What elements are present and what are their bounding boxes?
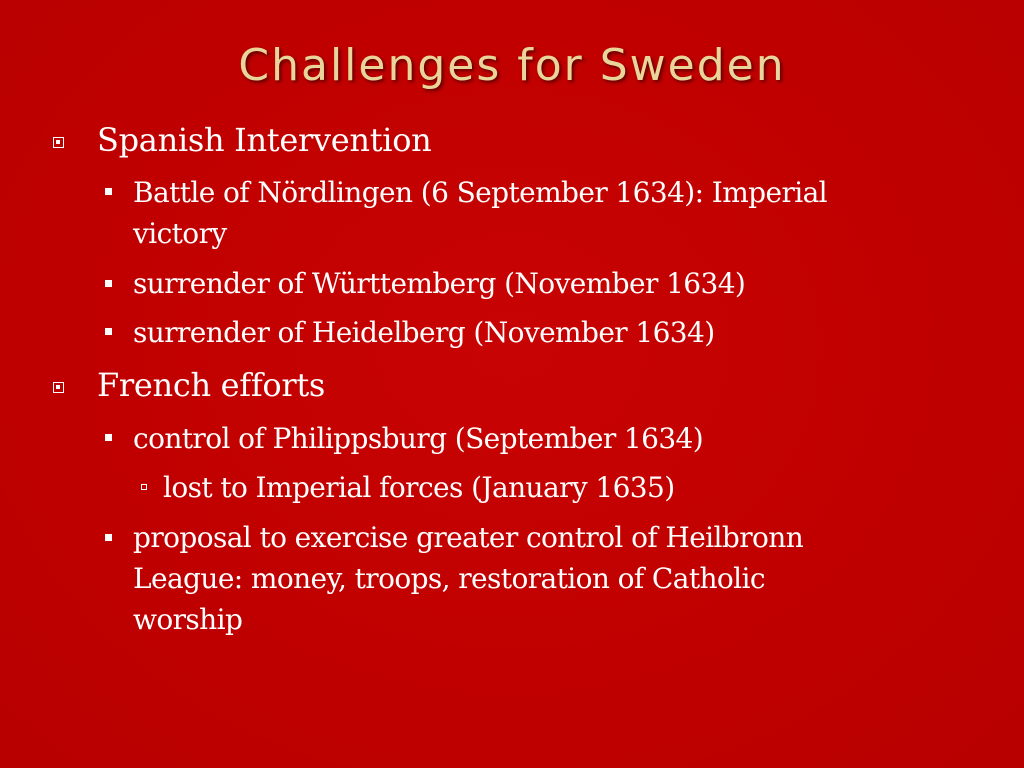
section-bullet-icon — [53, 137, 64, 148]
bullet-nordlingen-line-2: victory — [133, 217, 227, 250]
bullet-nordlingen-line-1: Battle of Nördlingen (6 September 1634): Imperial — [133, 176, 828, 209]
sub-bullet-icon — [141, 484, 147, 490]
bullet-heilbronn-line-3: worship — [133, 603, 243, 636]
bullet-square-icon — [105, 188, 112, 195]
bullet-wurttemberg: surrender of Württemberg (November 1634) — [133, 267, 746, 300]
bullet-square-icon — [105, 328, 112, 335]
section-heading-french: French efforts — [97, 366, 326, 404]
sub-bullet-lost: lost to Imperial forces (January 1635) — [163, 471, 675, 504]
bullet-square-icon — [105, 280, 112, 287]
bullet-square-icon — [105, 434, 112, 441]
slide-title: Challenges for Sweden — [238, 40, 786, 91]
section-heading-spanish: Spanish Intervention — [97, 121, 432, 159]
bullet-philippsburg: control of Philippsburg (September 1634) — [133, 422, 704, 455]
bullet-square-icon — [105, 534, 112, 541]
bullet-heilbronn-line-2: League: money, troops, restoration of Catholic — [133, 562, 765, 595]
bullet-heilbronn-line-1: proposal to exercise greater control of Heilbronn — [133, 521, 804, 554]
section-bullet-icon — [53, 382, 64, 393]
bullet-heidelberg: surrender of Heidelberg (November 1634) — [133, 316, 715, 349]
